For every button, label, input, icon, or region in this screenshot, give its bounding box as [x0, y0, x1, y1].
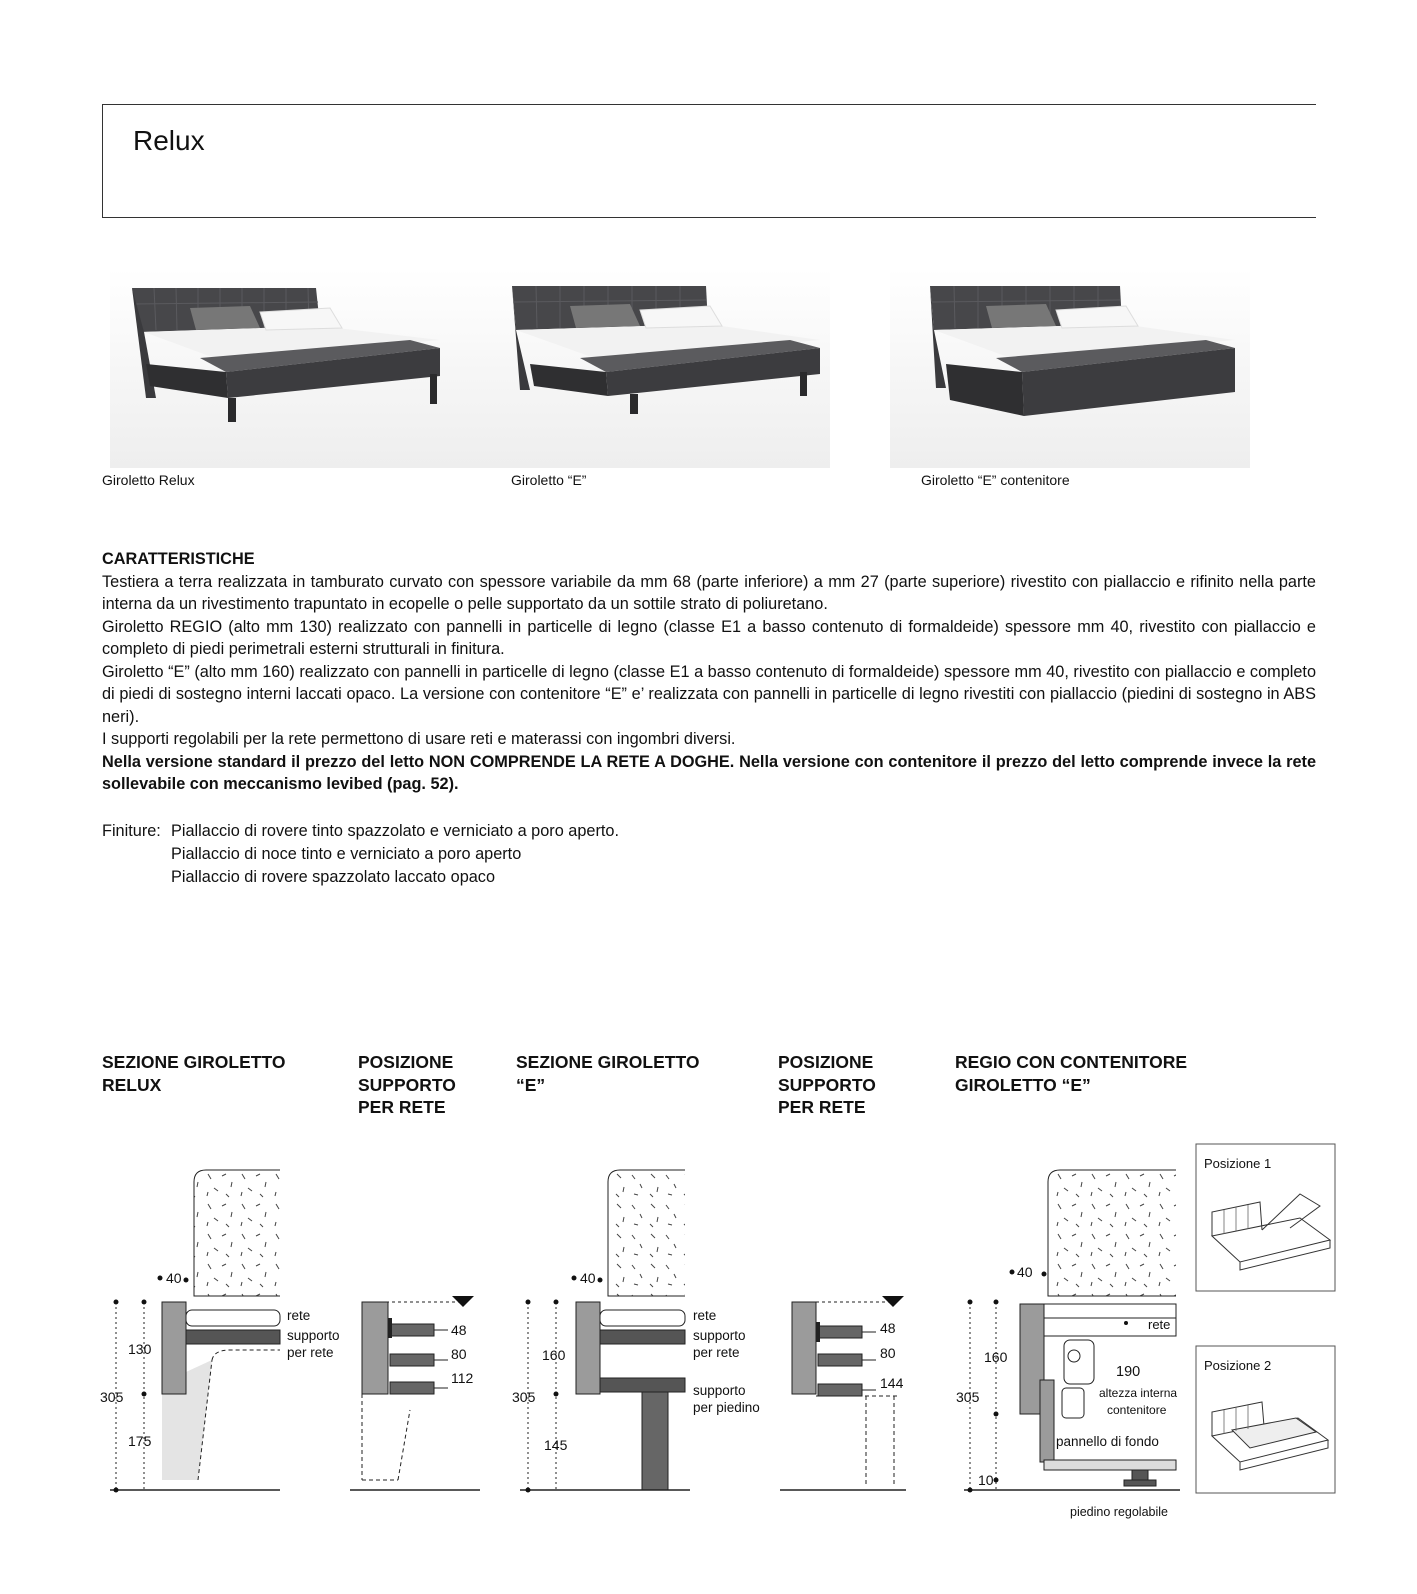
dim-label: 305 [956, 1389, 980, 1405]
diagram-label: pannello di fondo [1056, 1434, 1159, 1449]
finish-item: Piallaccio di rovere spazzolato laccato opaco [171, 868, 495, 886]
dim-label: 305 [100, 1389, 124, 1405]
svg-text:Posizione 1: Posizione 1 [1204, 1156, 1272, 1171]
diagram-label: piedino regolabile [1070, 1505, 1168, 1519]
position-1-box [1196, 1144, 1335, 1291]
dim-label: 80 [880, 1345, 896, 1361]
section-heading: POSIZIONE SUPPORTO PER RETE [358, 1052, 456, 1117]
dim-label: 130 [128, 1341, 152, 1357]
diagram-label: rete [693, 1308, 717, 1323]
diagram-label: per rete [693, 1345, 740, 1360]
diagram-label: supporto [693, 1383, 746, 1398]
svg-text:Posizione 2: Posizione 2 [1204, 1358, 1272, 1373]
diagram-e-section [512, 1170, 760, 1493]
dim-label: 80 [451, 1346, 467, 1362]
diagram-label: supporto [287, 1328, 340, 1343]
dim-label: 40 [1017, 1264, 1033, 1280]
dim-label: 48 [880, 1320, 896, 1336]
dim-label: 10 [978, 1472, 994, 1488]
section-heading: SEZIONE GIROLETTO RELUX [102, 1052, 286, 1095]
dim-label: 305 [512, 1389, 536, 1405]
dim-label: 160 [542, 1347, 566, 1363]
diagram-label: rete [287, 1308, 311, 1323]
section-heading: POSIZIONE SUPPORTO PER RETE [778, 1052, 876, 1117]
diagram-label: per rete [287, 1345, 334, 1360]
dim-label: 175 [128, 1433, 152, 1449]
paragraph: Giroletto REGIO (alto mm 130) realizzato con pannelli in particelle di legno (classe E1 a basso contenuto di formaldeide) spessore mm 40, rivestito con piallaccio e completo di piedi perimetrali esterni strutturali in finitura. [102, 617, 1316, 658]
diagram-label: supporto [693, 1328, 746, 1343]
price-note: Nella versione standard il prezzo del letto NON COMPRENDE LA RETE A DOGHE. Nella versione con contenitore il prezzo del letto comprende invece la rete sollevabile con meccanismo levibed (pag. 52). [102, 752, 1316, 793]
characteristics-heading: CARATTERISTICHE [102, 550, 255, 568]
dim-label: 145 [544, 1437, 568, 1453]
diagram-label: altezza interna [1099, 1386, 1178, 1400]
diagram-label: per piedino [693, 1400, 760, 1415]
dim-label: 40 [166, 1270, 182, 1286]
section-heading: SEZIONE GIROLETTO “E” [516, 1052, 700, 1095]
photo-caption: Giroletto “E” contenitore [921, 472, 1070, 488]
diagram-label: rete [1148, 1317, 1171, 1332]
diagram-label: contenitore [1107, 1403, 1167, 1417]
finish-item: Piallaccio di noce tinto e verniciato a poro aperto [171, 845, 522, 863]
diagram-relux-support [350, 1296, 480, 1490]
paragraph: I supporti regolabili per la rete permettono di usare reti e materassi con ingombri diversi. [102, 730, 736, 748]
paragraph: Giroletto “E” (alto mm 160) realizzato con pannelli in particelle di legno (classe E1 a basso contenuto di formaldeide) spessore mm 40, rivestito con piallaccio e completo di piedi di sostegno interni laccati opaco. La versione con contenitore “E” e’ realizzata con pannelli in particelle di legno rivestiti con piallaccio (piedini di sostegno in ABS neri). [102, 662, 1316, 726]
paragraph: Testiera a terra realizzata in tamburato curvato con spessore variabile da mm 68 (parte inferiore) a mm 27 (parte superiore) rivestito con piallaccio e rifinito nella parte interna da un rivestimento trapuntato in ecopelle o pelle supportato da un sottile strato di poliuretano. [102, 572, 1316, 613]
dim-label: 160 [984, 1349, 1008, 1365]
dim-label: 48 [451, 1322, 467, 1338]
section-heading: REGIO CON CONTENITORE GIROLETTO “E” [955, 1052, 1188, 1095]
dim-label: 40 [580, 1270, 596, 1286]
dim-label: 144 [880, 1375, 904, 1391]
finishes-label: Finiture: [102, 822, 161, 840]
diagram-e-support [780, 1296, 906, 1490]
page-title: Relux [133, 125, 205, 156]
position-2-box [1196, 1346, 1335, 1493]
photo-caption: Giroletto Relux [102, 472, 195, 488]
diagram-e-storage [956, 1170, 1180, 1519]
dim-label: 190 [1116, 1364, 1141, 1380]
dim-label: 112 [451, 1370, 474, 1386]
photo-caption: Giroletto “E” [511, 472, 587, 488]
diagram-relux-section [100, 1170, 340, 1493]
finish-item: Piallaccio di rovere tinto spazzolato e verniciato a poro aperto. [171, 822, 619, 840]
